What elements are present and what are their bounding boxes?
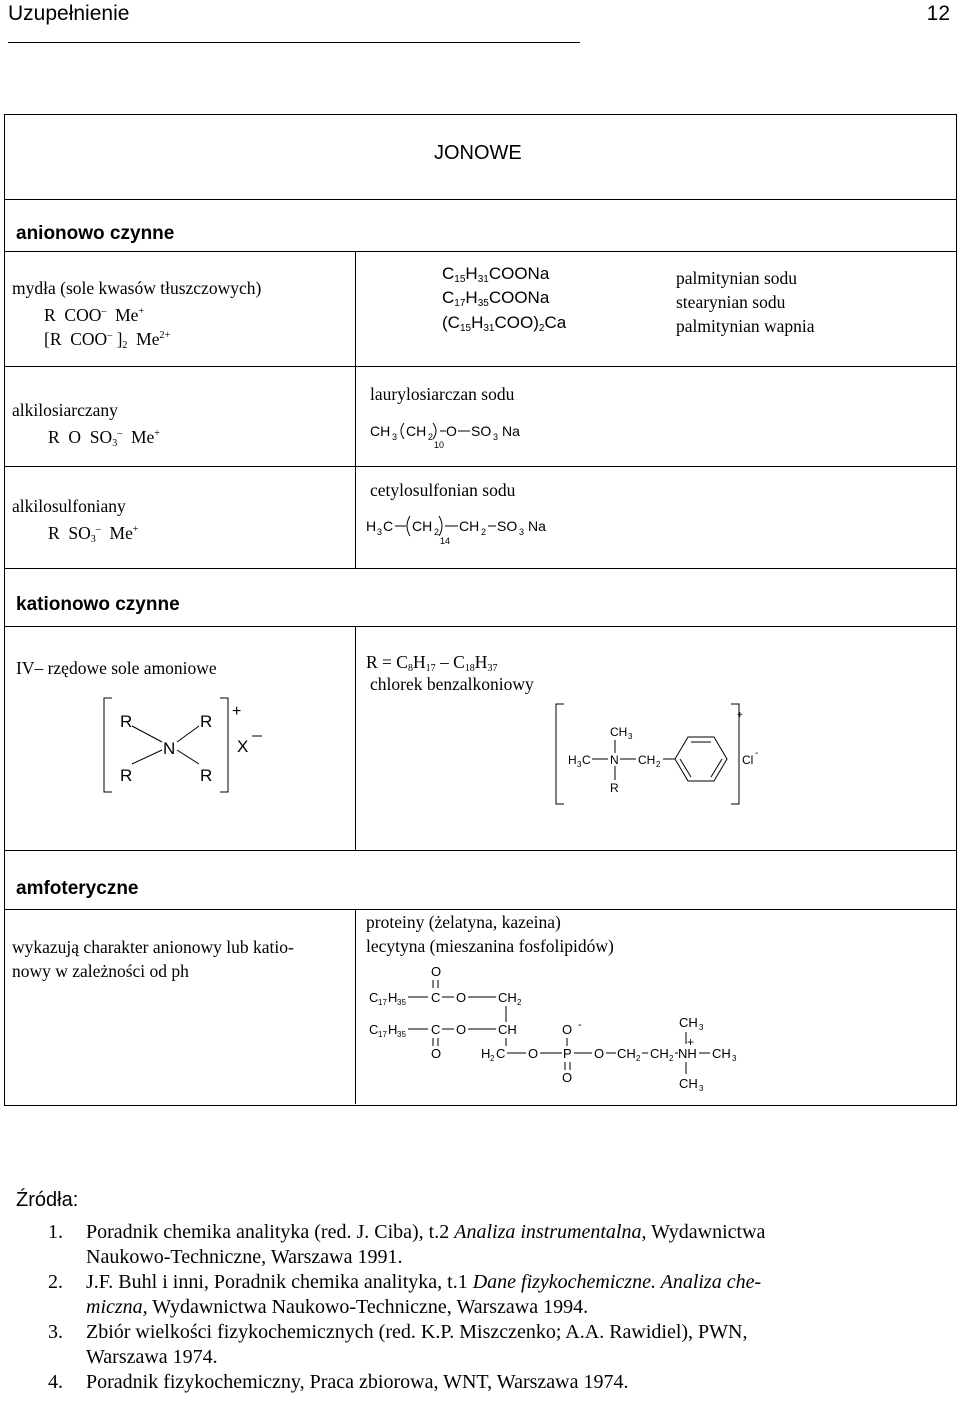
svg-text:O: O (456, 990, 467, 1005)
svg-text:14: 14 (440, 536, 451, 546)
source-item-continuation (48, 1345, 948, 1370)
svg-text:3: 3 (699, 1023, 704, 1032)
svg-text:CH: CH (406, 423, 427, 439)
svg-text:O: O (431, 964, 442, 979)
svg-text:-: - (578, 1019, 582, 1031)
soap-example-sodium-stearate: $C_{17}H_{35}COONa$ (442, 288, 550, 309)
source-text: Zbiór wielkości fizykochemicznych (red. K.P. Miszczenko; A.A. Rawidiel), PWN, (86, 1321, 748, 1343)
running-header-title: Uzupełnienie (8, 2, 130, 25)
svg-text:3: 3 (377, 527, 383, 537)
soap-name: palmitynian wapnia (676, 316, 815, 336)
svg-text:C: C (582, 753, 591, 767)
svg-text:CH: CH (679, 1015, 698, 1030)
svg-text:3: 3 (392, 432, 398, 442)
source-text: Wydawnictwa Naukowo-Techniczne, Warszawa 1994. (147, 1296, 589, 1318)
svg-text:H: H (388, 990, 398, 1005)
amphoteric-example: proteiny (żelatyna, kazeina) (366, 912, 561, 932)
svg-text:3: 3 (699, 1084, 704, 1093)
svg-text:O: O (456, 1022, 467, 1037)
svg-text:O: O (594, 1046, 605, 1061)
sources-heading: Źródła: (16, 1189, 79, 1211)
r-group-definition: $R = C_8H_{17} - C_{18}H_{37}$ (366, 652, 498, 674)
sources-list (48, 1220, 948, 1395)
sulfonate-example-name: cetylosulfonian sodu (370, 480, 516, 500)
svg-text:O: O (562, 1022, 573, 1037)
source-item-continuation (48, 1295, 948, 1320)
svg-text:+: + (687, 1035, 695, 1049)
header-rule (8, 42, 580, 43)
sulfonate-formula: R $SO_3^-$ Me+ (48, 523, 139, 545)
amphoteric-description: wykazują charakter anionowy lub katio- (12, 937, 294, 957)
svg-text:CH: CH (638, 753, 656, 767)
svg-text:C: C (369, 990, 379, 1005)
svg-text:X: X (237, 737, 249, 756)
svg-text:C: C (369, 1022, 379, 1037)
soap-label: mydła (sole kwasów tłuszczowych) (12, 278, 262, 298)
svg-text:O: O (562, 1070, 573, 1085)
source-text: J.F. Buhl i inni, Poradnik chemika analityka, t.1 (86, 1271, 473, 1293)
svg-text:35: 35 (397, 1030, 406, 1039)
svg-text:Cl: Cl (742, 753, 754, 767)
svg-text:CH: CH (370, 423, 391, 439)
svg-text:2: 2 (481, 527, 487, 537)
svg-text:2: 2 (669, 1054, 674, 1063)
svg-text:CH: CH (459, 518, 480, 534)
svg-text:3: 3 (493, 432, 499, 442)
svg-text:2: 2 (656, 760, 661, 769)
benzalkonium-chloride-structure (550, 700, 780, 810)
source-item (48, 1270, 948, 1295)
svg-text:3: 3 (577, 760, 582, 769)
source-item (48, 1370, 948, 1395)
svg-text:C: C (431, 1022, 441, 1037)
source-text: Naukowo-Techniczne, Warszawa 1991. (86, 1246, 403, 1268)
table-rule (4, 199, 957, 200)
section-heading-cationic: kationowo czynne (16, 594, 180, 615)
svg-text:10: 10 (434, 440, 445, 450)
table-column-rule (355, 626, 356, 850)
svg-text:H: H (568, 753, 577, 767)
svg-text:C: C (496, 1046, 506, 1061)
svg-text:17: 17 (378, 998, 387, 1007)
svg-text:2: 2 (636, 1054, 641, 1063)
svg-text:3: 3 (519, 527, 525, 537)
svg-text:35: 35 (397, 998, 406, 1007)
sulfate-formula: R O $SO_3^-$ Me+ (48, 427, 160, 449)
source-text: Warszawa 1974. (86, 1346, 218, 1368)
svg-text:CH: CH (650, 1046, 669, 1061)
soap-formula-divalent: [R COO– ]$_2$ $Me^{2+}$ (44, 329, 171, 351)
svg-text:3: 3 (628, 732, 633, 741)
svg-text:CH: CH (712, 1046, 731, 1061)
table-rule (4, 626, 957, 627)
quaternary-ammonium-structure (100, 696, 270, 798)
sulfonate-label: alkilosulfoniany (12, 496, 126, 516)
svg-text:2: 2 (428, 432, 434, 442)
svg-text:CH: CH (498, 990, 517, 1005)
table-column-rule (355, 251, 356, 568)
sulfate-label: alkilosiarczany (12, 400, 118, 420)
svg-text:R: R (200, 766, 213, 785)
svg-text:2: 2 (517, 998, 522, 1007)
source-number: 4. (48, 1371, 63, 1393)
svg-text:N: N (610, 753, 619, 767)
svg-text:SO: SO (497, 518, 518, 534)
svg-text:NH: NH (678, 1046, 697, 1061)
svg-text:R: R (200, 712, 213, 731)
table-rule (4, 568, 957, 569)
svg-text:CH: CH (617, 1046, 636, 1061)
source-number: 1. (48, 1221, 63, 1243)
svg-text:SO: SO (471, 423, 492, 439)
svg-text:+: + (232, 703, 242, 720)
svg-text:+: + (737, 710, 743, 721)
table-rule (4, 251, 957, 252)
source-item (48, 1320, 948, 1345)
soap-example-calcium-palmitate: $(C_{15}H_{31}COO)_2Ca$ (442, 313, 567, 334)
lecithin-structure (366, 958, 756, 1098)
svg-text:R: R (120, 766, 133, 785)
table-column-rule (355, 909, 356, 1104)
source-title: Dane fizykochemiczne. Analiza che- (472, 1271, 762, 1293)
svg-text:O: O (528, 1046, 539, 1061)
source-item-continuation (48, 1245, 948, 1270)
svg-text:CH: CH (610, 725, 628, 739)
svg-text:O: O (446, 423, 457, 439)
amphoteric-example: lecytyna (mieszanina fosfolipidów) (366, 936, 614, 956)
section-heading-amphoteric: amfoteryczne (16, 878, 139, 899)
svg-text:C: C (431, 990, 441, 1005)
svg-text:H: H (366, 518, 377, 534)
soap-formula-monovalent: R COO– Me+ (44, 305, 145, 325)
source-number: 2. (48, 1271, 63, 1293)
svg-text:-: - (755, 748, 759, 759)
svg-text:2: 2 (434, 527, 440, 537)
svg-text:H: H (388, 1022, 398, 1037)
svg-text:O: O (431, 1046, 442, 1061)
sulfate-example-name: laurylosiarczan sodu (370, 384, 515, 404)
svg-text:R: R (610, 781, 619, 795)
svg-text:N: N (163, 739, 176, 758)
svg-text:P: P (563, 1046, 572, 1061)
svg-text:2: 2 (490, 1054, 495, 1063)
sodium-lauryl-sulfate-structure (370, 415, 570, 453)
svg-text:CH: CH (679, 1076, 698, 1091)
sodium-cetyl-sulfonate-structure (366, 510, 576, 550)
table-rule (4, 850, 957, 851)
page-number: 12 (926, 2, 950, 25)
soap-example-sodium-palmitate: $C_{15}H_{31}COONa$ (442, 264, 550, 285)
source-text: Poradnik chemika analityka (red. J. Ciba), t.2 (86, 1221, 455, 1243)
svg-text:17: 17 (378, 1030, 387, 1039)
svg-text:CH: CH (498, 1022, 517, 1037)
table-title: JONOWE (434, 142, 522, 164)
section-heading-anionic: anionowo czynne (16, 223, 175, 244)
svg-text:R: R (120, 712, 133, 731)
svg-text:Na: Na (528, 518, 546, 534)
table-rule (4, 366, 957, 367)
source-item (48, 1220, 948, 1245)
svg-text:CH: CH (412, 518, 433, 534)
source-text: Poradnik fizykochemiczny, Praca zbiorowa, WNT, Warszawa 1974. (86, 1371, 629, 1393)
source-text: , Wydawnictwa (641, 1221, 766, 1243)
soap-name: stearynian sodu (676, 292, 786, 312)
svg-text:Na: Na (502, 423, 520, 439)
source-title: Analiza instrumentalna (454, 1221, 642, 1243)
amphoteric-description: nowy w zależności od ph (12, 961, 189, 981)
table-rule (4, 466, 957, 467)
svg-text:C: C (383, 518, 394, 534)
source-title: miczna, (86, 1296, 148, 1318)
benzalkonium-name: chlorek benzalkoniowy (370, 674, 534, 694)
quaternary-ammonium-label: IV– rzędowe sole amoniowe (16, 658, 217, 678)
soap-name: palmitynian sodu (676, 268, 798, 288)
svg-text:H: H (481, 1046, 491, 1061)
source-number: 3. (48, 1321, 63, 1343)
svg-text:3: 3 (732, 1054, 737, 1063)
